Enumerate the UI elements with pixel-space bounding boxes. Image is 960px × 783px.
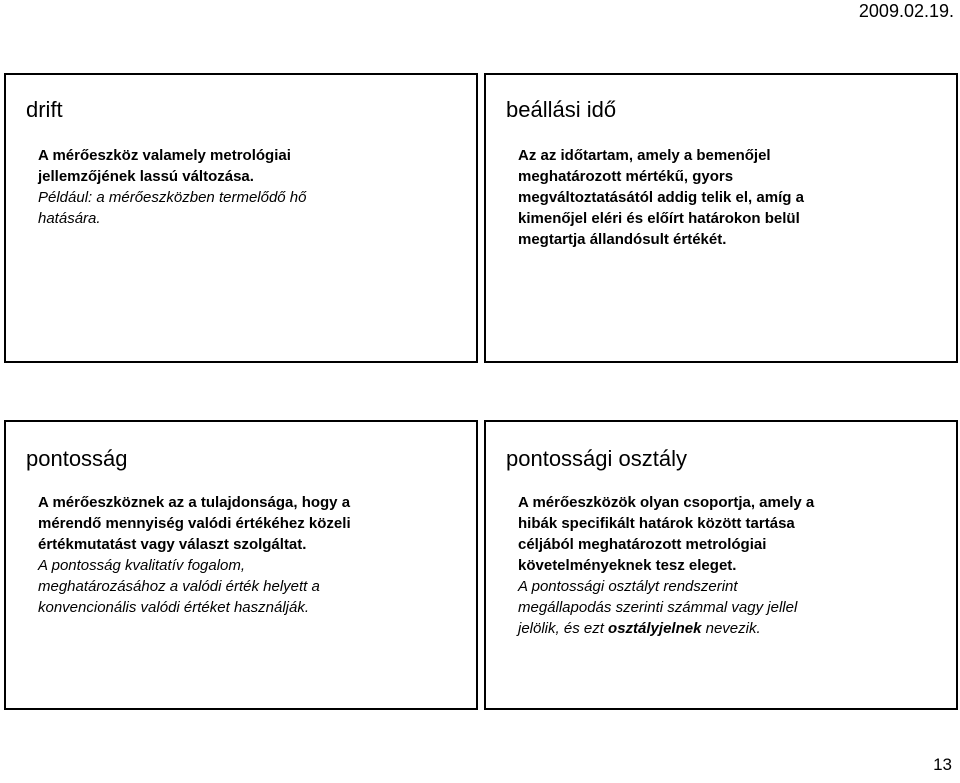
body-line: Például: a mérőeszközben termelődő hő [38, 189, 307, 206]
body-line: értékmutatást vagy választ szolgáltat. [38, 536, 307, 553]
body-line: céljából meghatározott metrológiai [518, 536, 767, 553]
slide-drift [4, 73, 478, 363]
body-line: Az az időtartam, amely a bemenőjel [518, 147, 771, 164]
body-line: A pontossági osztályt rendszerint [518, 578, 738, 595]
body-line: kimenőjel eléri és előírt határokon belül [518, 210, 800, 227]
slide-title: drift [26, 97, 63, 122]
slide-body [38, 145, 456, 229]
text-before: jelölik, és ezt [518, 620, 609, 637]
body-line: A mérőeszköz valamely metrológiai [38, 147, 291, 164]
body-line: meghatározásához a valódi érték helyett a [38, 578, 320, 595]
body-line: követelményeknek tesz eleget. [518, 557, 737, 574]
body-line: meghatározott mértékű, gyors [518, 168, 734, 185]
body-line: jellemzőjének lassú változása. [38, 168, 254, 185]
slide-title: beállási idő [506, 97, 617, 122]
body-line: hibák specifikált határok között tartása [518, 515, 795, 532]
page-number: 13 [933, 755, 952, 774]
body-line: mérendő mennyiség valódi értékéhez közeli [38, 515, 351, 532]
slide-body [518, 145, 936, 250]
slide-beallasi-ido [484, 73, 958, 363]
body-line-last [518, 618, 936, 639]
slide-pontossag [4, 420, 478, 710]
body-line: megváltoztatásától addig telik el, amíg a [518, 189, 804, 206]
slide-title: pontossági osztály [506, 446, 687, 471]
slide-title: pontosság [26, 446, 128, 471]
text-after: nevezik. [701, 620, 761, 637]
body-line: A mérőeszköznek az a tulajdonsága, hogy a [38, 494, 351, 511]
body-line: A pontosság kvalitatív fogalom, [38, 557, 246, 574]
body-line: megállapodás szerinti számmal vagy jellel [518, 599, 798, 616]
emphasized-term: osztályjelnek [608, 620, 702, 637]
slide-pontossagi-osztaly [484, 420, 958, 710]
slide-body [518, 492, 936, 639]
body-line: megtartja állandósult értékét. [518, 231, 727, 248]
print-date: 2009.02.19. [858, 1, 954, 21]
body-line: konvencionális valódi értéket használják. [38, 599, 309, 616]
body-line: hatására. [38, 210, 101, 227]
slide-body [38, 492, 456, 618]
body-line: A mérőeszközök olyan csoportja, amely a [518, 494, 815, 511]
